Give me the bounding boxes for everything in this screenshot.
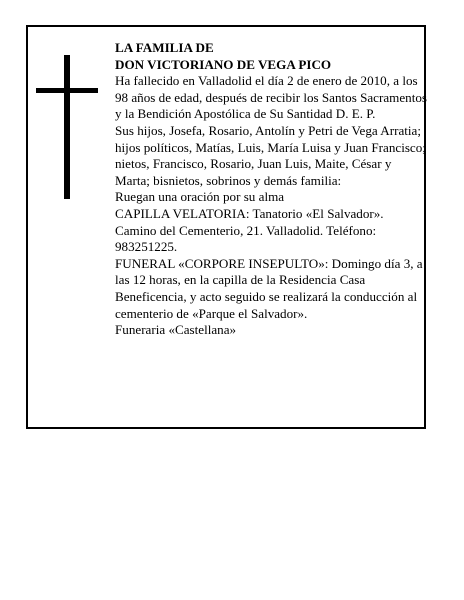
funeral-service-info: FUNERAL «CORPORE INSEPULTO»: Domingo día 3, a las 12 horas, en la capilla de la Residencia Casa Beneficencia, y acto seguido se realizará la conducción al cementerio de «Parque el Salvador». bbox=[115, 255, 423, 321]
obituary-notice bbox=[26, 25, 426, 429]
family-members: Sus hijos, Josefa, Rosario, Antolín y Petri de Vega Arratia; hijos políticos, Matías, Luis, María Luisa y Juan Francisco; nietos, Francisco, Rosario, Juan Luis, Maite, César y Marta; bisnietos, sobrinos y demás familia: bbox=[115, 122, 426, 188]
funeral-chapel-info: CAPILLA VELATORIA: Tanatorio «El Salvador». Camino del Cementerio, 21. Valladolid. Teléfono: 983251225. bbox=[115, 205, 384, 255]
death-announcement: Ha fallecido en Valladolid el día 2 de enero de 2010, a los 98 años de edad, después de recibir los Santos Sacramentos y la Bendición Apostólica de Su Santidad D. E. P. bbox=[115, 73, 427, 122]
cross-horizontal-bar bbox=[36, 88, 98, 93]
notice-body bbox=[115, 40, 427, 339]
cross-vertical-bar bbox=[64, 55, 70, 199]
notice-title-line-1: LA FAMILIA DE bbox=[115, 40, 214, 55]
notice-title-line-2: DON VICTORIANO DE VEGA PICO bbox=[115, 56, 332, 72]
funeral-home: Funeraria «Castellana» bbox=[115, 322, 237, 338]
cross-icon bbox=[36, 55, 98, 199]
prayer-request: Ruegan una oración por su alma bbox=[115, 189, 285, 205]
